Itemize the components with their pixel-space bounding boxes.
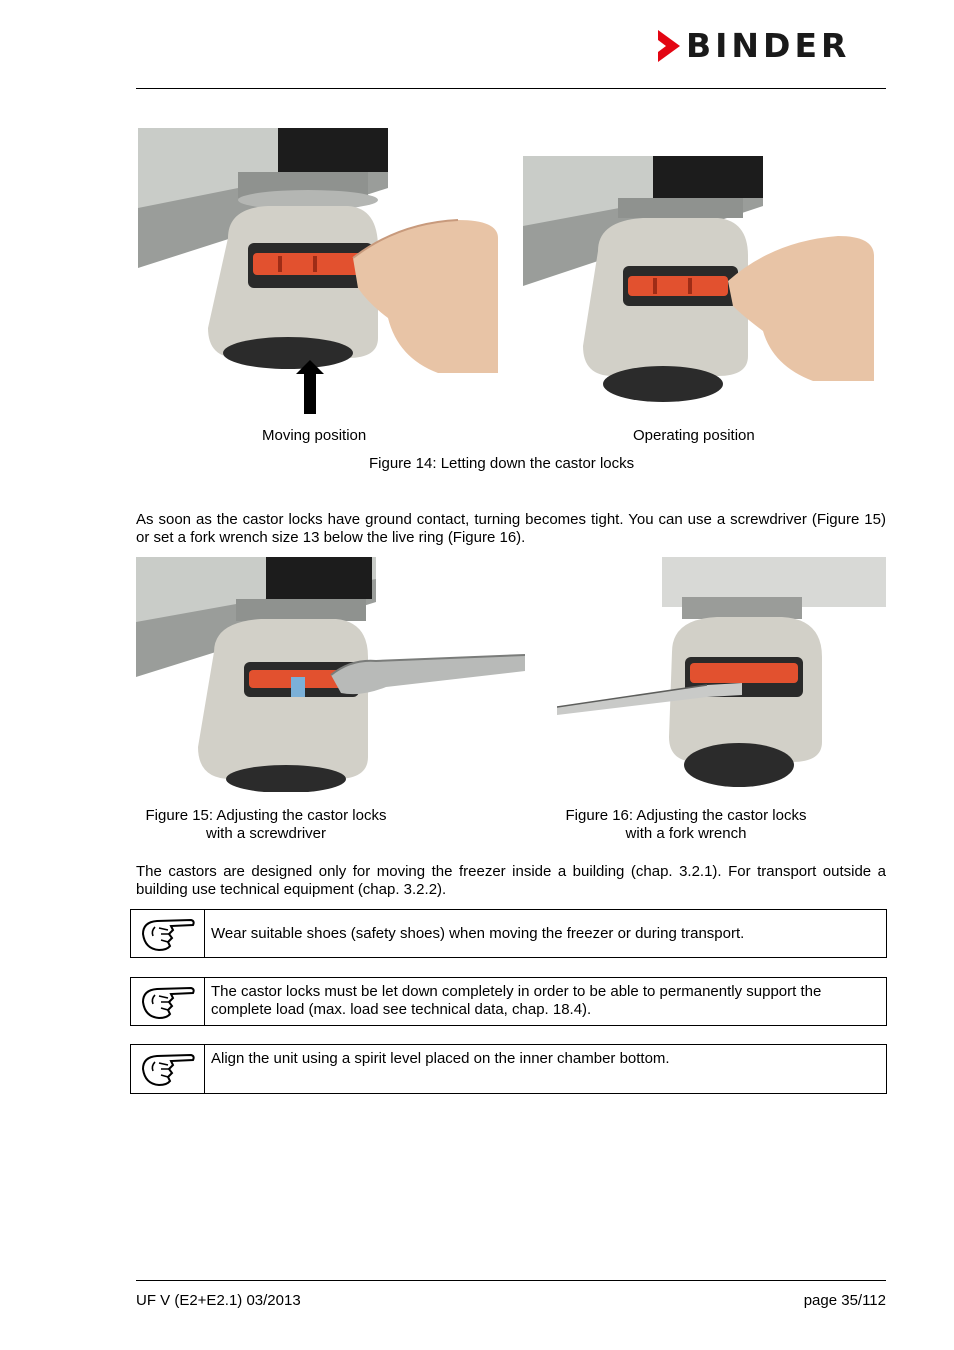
note-box-castor-locks bbox=[130, 977, 887, 1026]
note-text: Align the unit using a spirit level placed on the inner chamber bottom. bbox=[211, 1050, 670, 1067]
note-text: The castor locks must be let down completely in order to be able to permanently support the complete load (max. load see technical data, chap. 18.4). bbox=[211, 983, 822, 1018]
pointing-hand-icon bbox=[139, 914, 197, 954]
note-icon-cell bbox=[131, 910, 205, 957]
note-text: Wear suitable shoes (safety shoes) when moving the freezer or during transport. bbox=[211, 925, 745, 942]
footer-page-number: page 35/112 bbox=[803, 1292, 886, 1309]
pointing-hand-icon bbox=[139, 982, 197, 1022]
footer-rule bbox=[136, 1280, 886, 1281]
photo-adjusting-screwdriver bbox=[136, 557, 525, 792]
figure-16-caption bbox=[556, 807, 816, 843]
logo-arrow-icon bbox=[656, 30, 682, 62]
intro-paragraph: As soon as the castor locks have ground contact, turning becomes tight. You can use a screwdriver (Figure 15) or set a fork wrench size 13 below the live ring (Figure 16). bbox=[136, 511, 886, 546]
note-icon-cell bbox=[131, 978, 205, 1025]
photo-operating-position bbox=[523, 156, 874, 406]
figure-15-caption-line1: Figure 15: Adjusting the castor locks bbox=[145, 807, 387, 824]
header-rule bbox=[136, 88, 886, 89]
note-box-spirit-level bbox=[130, 1044, 887, 1094]
figure-15-caption bbox=[136, 807, 396, 843]
footer-document-id: UF V (E2+E2.1) 03/2013 bbox=[136, 1292, 301, 1309]
figure-16-caption-line1: Figure 16: Adjusting the castor locks bbox=[565, 807, 807, 824]
castor-paragraph: The castors are designed only for moving the freezer inside a building (chap. 3.2.1). For transport outside a building use technical equipment (chap. 3.2.2). bbox=[136, 863, 886, 898]
pointing-hand-icon bbox=[139, 1049, 197, 1089]
photo-moving-position bbox=[138, 128, 498, 418]
figure-16-caption-line2: with a fork wrench bbox=[625, 825, 747, 842]
moving-position-label: Moving position bbox=[262, 427, 367, 444]
binder-logo bbox=[656, 26, 888, 65]
note-box-shoes bbox=[130, 909, 887, 958]
brand-name: BINDER bbox=[686, 26, 851, 65]
figure-14-caption: Figure 14: Letting down the castor locks bbox=[369, 455, 635, 472]
note-icon-cell bbox=[131, 1045, 205, 1093]
photo-adjusting-fork-wrench bbox=[557, 557, 886, 790]
operating-position-label: Operating position bbox=[633, 427, 755, 444]
figure-15-caption-line2: with a screwdriver bbox=[205, 825, 327, 842]
